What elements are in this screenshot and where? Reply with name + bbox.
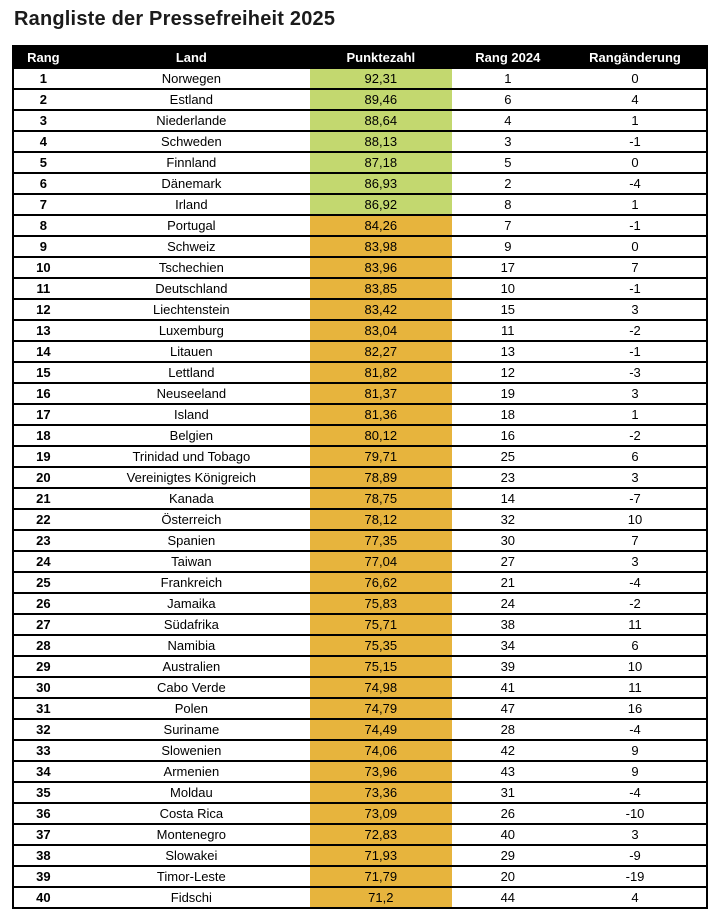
score-cell: 71,93: [310, 845, 452, 866]
table-row: [13, 614, 707, 635]
score-cell: 92,31: [310, 68, 452, 89]
change-cell: 11: [564, 614, 707, 635]
rank-cell: 3: [13, 110, 73, 131]
change-cell: 0: [564, 152, 707, 173]
country-cell: Kanada: [73, 488, 310, 509]
table-row: [13, 320, 707, 341]
country-cell: Niederlande: [73, 110, 310, 131]
rank2024-cell: 41: [452, 677, 564, 698]
rank-cell: 34: [13, 761, 73, 782]
country-cell: Spanien: [73, 530, 310, 551]
rank2024-cell: 4: [452, 110, 564, 131]
rank2024-cell: 13: [452, 341, 564, 362]
rank-cell: 11: [13, 278, 73, 299]
table-row: [13, 488, 707, 509]
table-row: [13, 782, 707, 803]
table-row: [13, 173, 707, 194]
table-row: [13, 677, 707, 698]
change-cell: 3: [564, 467, 707, 488]
change-cell: 4: [564, 887, 707, 908]
score-cell: 75,83: [310, 593, 452, 614]
score-cell: 76,62: [310, 572, 452, 593]
country-cell: Liechtenstein: [73, 299, 310, 320]
change-cell: -4: [564, 719, 707, 740]
change-cell: 6: [564, 446, 707, 467]
change-cell: -1: [564, 215, 707, 236]
change-cell: -3: [564, 362, 707, 383]
table-row: [13, 425, 707, 446]
rank2024-cell: 10: [452, 278, 564, 299]
header-rang-2024: Rang 2024: [452, 46, 564, 68]
score-cell: 71,79: [310, 866, 452, 887]
change-cell: 16: [564, 698, 707, 719]
score-cell: 88,64: [310, 110, 452, 131]
change-cell: -9: [564, 845, 707, 866]
rank-cell: 14: [13, 341, 73, 362]
rank2024-cell: 28: [452, 719, 564, 740]
rank-cell: 27: [13, 614, 73, 635]
score-cell: 81,37: [310, 383, 452, 404]
rank-cell: 16: [13, 383, 73, 404]
change-cell: 10: [564, 656, 707, 677]
change-cell: 3: [564, 383, 707, 404]
score-cell: 83,04: [310, 320, 452, 341]
rank-cell: 2: [13, 89, 73, 110]
score-cell: 79,71: [310, 446, 452, 467]
rank-cell: 10: [13, 257, 73, 278]
score-cell: 83,96: [310, 257, 452, 278]
header-punktezahl: Punktezahl: [310, 46, 452, 68]
change-cell: 3: [564, 824, 707, 845]
change-cell: 1: [564, 194, 707, 215]
table-row: [13, 152, 707, 173]
country-cell: Taiwan: [73, 551, 310, 572]
rank-cell: 5: [13, 152, 73, 173]
table-row: [13, 509, 707, 530]
change-cell: -4: [564, 572, 707, 593]
score-cell: 78,75: [310, 488, 452, 509]
rank-cell: 20: [13, 467, 73, 488]
change-cell: -1: [564, 131, 707, 152]
country-cell: Irland: [73, 194, 310, 215]
rank-cell: 6: [13, 173, 73, 194]
country-cell: Cabo Verde: [73, 677, 310, 698]
table-row: [13, 446, 707, 467]
change-cell: 0: [564, 68, 707, 89]
table-row: [13, 593, 707, 614]
score-cell: 81,36: [310, 404, 452, 425]
table-row: [13, 635, 707, 656]
change-cell: 1: [564, 404, 707, 425]
rank-cell: 37: [13, 824, 73, 845]
score-cell: 73,96: [310, 761, 452, 782]
table-row: [13, 236, 707, 257]
country-cell: Slowakei: [73, 845, 310, 866]
table-row: [13, 110, 707, 131]
rank-cell: 13: [13, 320, 73, 341]
header-rang: Rang: [13, 46, 73, 68]
rank-cell: 33: [13, 740, 73, 761]
rank2024-cell: 1: [452, 68, 564, 89]
score-cell: 86,92: [310, 194, 452, 215]
score-cell: 72,83: [310, 824, 452, 845]
country-cell: Portugal: [73, 215, 310, 236]
score-cell: 74,49: [310, 719, 452, 740]
page-title: Rangliste der Pressefreiheit 2025: [14, 8, 336, 30]
change-cell: 9: [564, 761, 707, 782]
rank-cell: 30: [13, 677, 73, 698]
rank2024-cell: 44: [452, 887, 564, 908]
change-cell: 0: [564, 236, 707, 257]
rank2024-cell: 3: [452, 131, 564, 152]
score-cell: 75,71: [310, 614, 452, 635]
score-cell: 75,15: [310, 656, 452, 677]
rank-cell: 36: [13, 803, 73, 824]
rank2024-cell: 11: [452, 320, 564, 341]
country-cell: Armenien: [73, 761, 310, 782]
table-row: [13, 803, 707, 824]
rank2024-cell: 24: [452, 593, 564, 614]
rank-cell: 28: [13, 635, 73, 656]
ranking-table-header: [13, 46, 707, 68]
rank2024-cell: 21: [452, 572, 564, 593]
change-cell: 7: [564, 257, 707, 278]
rank2024-cell: 18: [452, 404, 564, 425]
rank-cell: 4: [13, 131, 73, 152]
table-row: [13, 740, 707, 761]
table-row: [13, 131, 707, 152]
country-cell: Trinidad und Tobago: [73, 446, 310, 467]
country-cell: Lettland: [73, 362, 310, 383]
table-row: [13, 761, 707, 782]
score-cell: 88,13: [310, 131, 452, 152]
country-cell: Estland: [73, 89, 310, 110]
rank2024-cell: 25: [452, 446, 564, 467]
country-cell: Moldau: [73, 782, 310, 803]
rank-cell: 35: [13, 782, 73, 803]
country-cell: Namibia: [73, 635, 310, 656]
rank2024-cell: 17: [452, 257, 564, 278]
country-cell: Island: [73, 404, 310, 425]
table-row: [13, 215, 707, 236]
rank2024-cell: 27: [452, 551, 564, 572]
rank-cell: 38: [13, 845, 73, 866]
table-row: [13, 530, 707, 551]
rank-cell: 40: [13, 887, 73, 908]
table-row: [13, 887, 707, 908]
rank-cell: 9: [13, 236, 73, 257]
rank2024-cell: 30: [452, 530, 564, 551]
change-cell: 10: [564, 509, 707, 530]
rank2024-cell: 42: [452, 740, 564, 761]
country-cell: Finnland: [73, 152, 310, 173]
change-cell: -10: [564, 803, 707, 824]
table-row: [13, 341, 707, 362]
rank-cell: 12: [13, 299, 73, 320]
rank-cell: 29: [13, 656, 73, 677]
rank2024-cell: 43: [452, 761, 564, 782]
rank-cell: 1: [13, 68, 73, 89]
rank2024-cell: 38: [452, 614, 564, 635]
rank2024-cell: 29: [452, 845, 564, 866]
country-cell: Montenegro: [73, 824, 310, 845]
change-cell: -4: [564, 782, 707, 803]
rank2024-cell: 47: [452, 698, 564, 719]
rank-cell: 26: [13, 593, 73, 614]
change-cell: 7: [564, 530, 707, 551]
country-cell: Dänemark: [73, 173, 310, 194]
country-cell: Neuseeland: [73, 383, 310, 404]
rank-cell: 19: [13, 446, 73, 467]
table-row: [13, 551, 707, 572]
rank-cell: 32: [13, 719, 73, 740]
rank2024-cell: 5: [452, 152, 564, 173]
country-cell: Timor-Leste: [73, 866, 310, 887]
score-cell: 73,36: [310, 782, 452, 803]
score-cell: 82,27: [310, 341, 452, 362]
country-cell: Belgien: [73, 425, 310, 446]
table-row: [13, 467, 707, 488]
score-cell: 78,89: [310, 467, 452, 488]
rank2024-cell: 15: [452, 299, 564, 320]
rank2024-cell: 2: [452, 173, 564, 194]
rank-cell: 21: [13, 488, 73, 509]
score-cell: 83,98: [310, 236, 452, 257]
country-cell: Australien: [73, 656, 310, 677]
country-cell: Frankreich: [73, 572, 310, 593]
rank-cell: 8: [13, 215, 73, 236]
score-cell: 89,46: [310, 89, 452, 110]
rank2024-cell: 12: [452, 362, 564, 383]
country-cell: Norwegen: [73, 68, 310, 89]
country-cell: Jamaika: [73, 593, 310, 614]
score-cell: 74,98: [310, 677, 452, 698]
table-row: [13, 845, 707, 866]
rank2024-cell: 8: [452, 194, 564, 215]
table-row: [13, 866, 707, 887]
rank2024-cell: 16: [452, 425, 564, 446]
rank2024-cell: 26: [452, 803, 564, 824]
table-row: [13, 719, 707, 740]
table-row: [13, 656, 707, 677]
table-row: [13, 572, 707, 593]
table-row: [13, 383, 707, 404]
rank2024-cell: 14: [452, 488, 564, 509]
change-cell: -2: [564, 593, 707, 614]
country-cell: Österreich: [73, 509, 310, 530]
score-cell: 83,42: [310, 299, 452, 320]
table-row: [13, 299, 707, 320]
country-cell: Suriname: [73, 719, 310, 740]
header-rangaenderung: Rangänderung: [564, 46, 707, 68]
rank2024-cell: 19: [452, 383, 564, 404]
country-cell: Schweiz: [73, 236, 310, 257]
rank2024-cell: 6: [452, 89, 564, 110]
rank2024-cell: 7: [452, 215, 564, 236]
change-cell: -19: [564, 866, 707, 887]
change-cell: -4: [564, 173, 707, 194]
score-cell: 74,79: [310, 698, 452, 719]
rank-cell: 31: [13, 698, 73, 719]
header-row: [13, 46, 707, 68]
change-cell: 6: [564, 635, 707, 656]
score-cell: 74,06: [310, 740, 452, 761]
score-cell: 71,2: [310, 887, 452, 908]
score-cell: 80,12: [310, 425, 452, 446]
table-row: [13, 68, 707, 89]
score-cell: 78,12: [310, 509, 452, 530]
score-cell: 86,93: [310, 173, 452, 194]
country-cell: Luxemburg: [73, 320, 310, 341]
table-row: [13, 404, 707, 425]
rank-cell: 25: [13, 572, 73, 593]
score-cell: 87,18: [310, 152, 452, 173]
change-cell: 3: [564, 299, 707, 320]
change-cell: 1: [564, 110, 707, 131]
table-row: [13, 89, 707, 110]
table-row: [13, 824, 707, 845]
score-cell: 84,26: [310, 215, 452, 236]
rank-cell: 15: [13, 362, 73, 383]
score-cell: 77,04: [310, 551, 452, 572]
country-cell: Fidschi: [73, 887, 310, 908]
rank-cell: 23: [13, 530, 73, 551]
country-cell: Costa Rica: [73, 803, 310, 824]
rank2024-cell: 39: [452, 656, 564, 677]
score-cell: 83,85: [310, 278, 452, 299]
change-cell: 4: [564, 89, 707, 110]
change-cell: -2: [564, 320, 707, 341]
score-cell: 75,35: [310, 635, 452, 656]
score-cell: 81,82: [310, 362, 452, 383]
change-cell: -1: [564, 278, 707, 299]
header-land: Land: [73, 46, 310, 68]
rank2024-cell: 20: [452, 866, 564, 887]
table-row: [13, 194, 707, 215]
rank2024-cell: 34: [452, 635, 564, 656]
rank-cell: 24: [13, 551, 73, 572]
rank2024-cell: 31: [452, 782, 564, 803]
change-cell: -1: [564, 341, 707, 362]
ranking-table-body: [13, 68, 707, 908]
country-cell: Polen: [73, 698, 310, 719]
score-cell: 77,35: [310, 530, 452, 551]
rank2024-cell: 23: [452, 467, 564, 488]
table-row: [13, 698, 707, 719]
table-row: [13, 362, 707, 383]
table-row: [13, 278, 707, 299]
country-cell: Deutschland: [73, 278, 310, 299]
change-cell: -7: [564, 488, 707, 509]
rank2024-cell: 40: [452, 824, 564, 845]
change-cell: -2: [564, 425, 707, 446]
country-cell: Litauen: [73, 341, 310, 362]
rank-cell: 39: [13, 866, 73, 887]
country-cell: Tschechien: [73, 257, 310, 278]
rank2024-cell: 32: [452, 509, 564, 530]
rank-cell: 18: [13, 425, 73, 446]
rank-cell: 17: [13, 404, 73, 425]
score-cell: 73,09: [310, 803, 452, 824]
rank-cell: 7: [13, 194, 73, 215]
country-cell: Vereinigtes Königreich: [73, 467, 310, 488]
change-cell: 11: [564, 677, 707, 698]
country-cell: Slowenien: [73, 740, 310, 761]
rank2024-cell: 9: [452, 236, 564, 257]
change-cell: 3: [564, 551, 707, 572]
country-cell: Schweden: [73, 131, 310, 152]
country-cell: Südafrika: [73, 614, 310, 635]
rank-cell: 22: [13, 509, 73, 530]
change-cell: 9: [564, 740, 707, 761]
table-row: [13, 257, 707, 278]
ranking-table: [12, 45, 708, 909]
